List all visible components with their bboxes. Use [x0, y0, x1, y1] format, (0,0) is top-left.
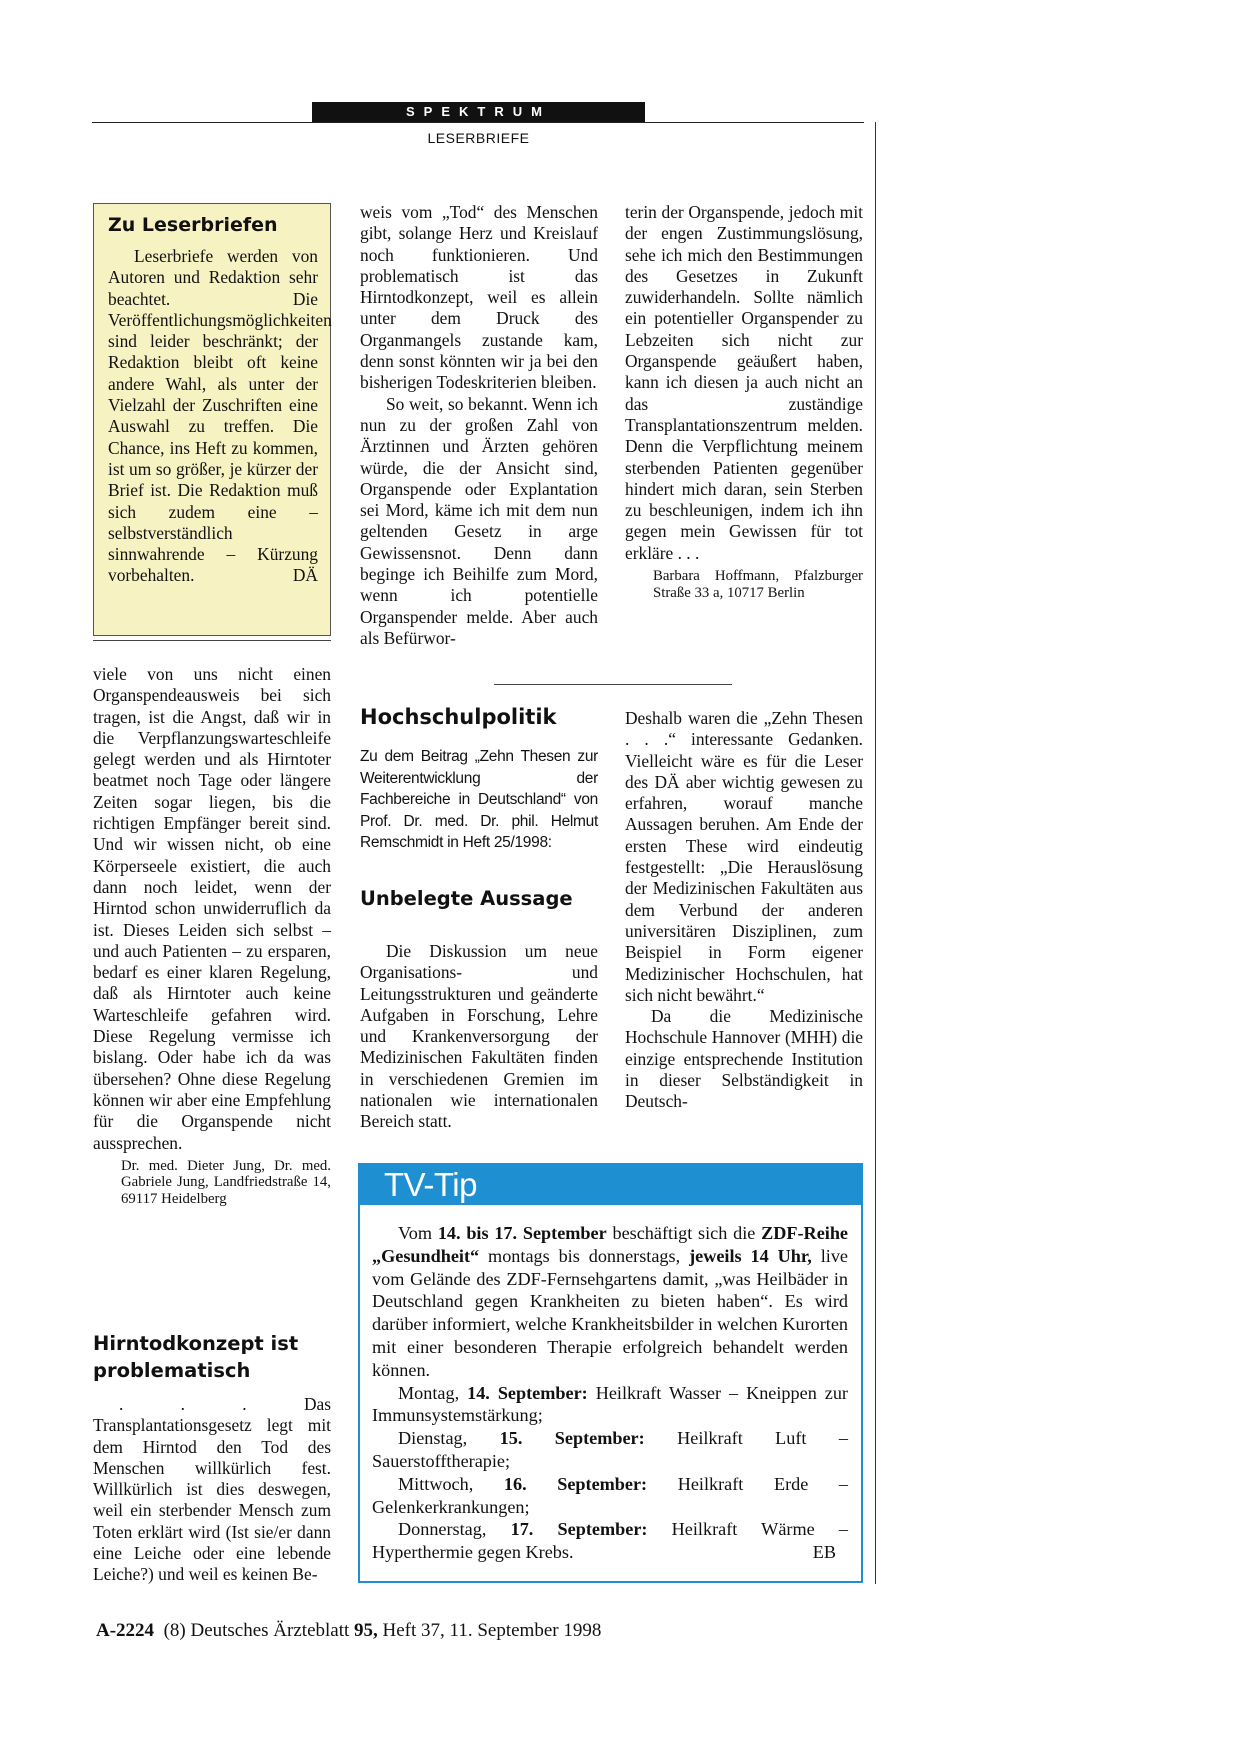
hochschul-body-cont: Deshalb waren die „Zehn Thesen . . .“ interessante Gedanken. Vielleicht wäre es für die Leser des DÄ aber wichtig gewesen zu erfahren, worauf manche Aussagen beruhen. Am Ende der ersten These wird eindeutig festgestellt: „Die Herauslösung der Medizinischen Fakultäten aus dem Verbund der anderen universitären Disziplinen, zum Beispiel in Form eigener Medizinischer Hochschulen, hat sich nicht bewährt.“	[625, 708, 863, 1005]
tv-tip-emphasis: ZDF-Reihe „Gesundheit“	[372, 1223, 849, 1266]
column-rule	[875, 122, 876, 1584]
schedule-date: 17. September:	[510, 1519, 648, 1540]
schedule-day: Montag,	[398, 1382, 468, 1403]
schedule-topic: Heilkraft Luft – Sauerstofftherapie;	[372, 1428, 848, 1471]
page-number: A-2224	[96, 1620, 155, 1641]
letter1-body: viele von uns nicht einen Organspendeausweis bei sich tragen, ist die Angst, daß wir in die Verpflanzungswarteschleife gelegt werden und als Hirntoter beatmet noch Tage oder längere Zeiten sogar liegen, bis die richtigen Empfänger bereit sind. Und wir wissen nicht, ob eine Körperseele existiert, die auch dann noch leidet, wenn der Hirntod schon unwiderruflich da ist. Dieses Leiden sich selbst – und auch Patienten – zu ersparen, bedarf es einer klaren Regelung, daß als Hirntoter auch keine Warteschleife gefahren wird. Diese Regelung vermisse ich bislang. Oder habe ich da was übersehen? Ohne diese Regelung können wir aber eine Empfehlung für die Organspende nicht aussprechen.	[93, 664, 331, 1153]
letter2-body-cont: weis vom „Tod“ des Menschen gibt, solange Herz und Kreislauf noch funktionieren. Und problematisch ist das Hirntodkonzept, weil es allein unter dem Druck des Organmangels zustande kam, denn sonst könnten wir ja bei den bisherigen Todeskriterien bleiben.	[360, 202, 598, 393]
issue-info: Heft 37, 11. September 1998	[382, 1620, 602, 1641]
header-rule	[92, 122, 864, 123]
page-paren: (8)	[163, 1620, 186, 1641]
hochschul-column2	[360, 941, 598, 1133]
letter2-heading: Hirntodkonzept ist problematisch	[93, 1332, 299, 1382]
info-box-signature: DÄ	[292, 565, 318, 586]
tv-tip-text: live vom Gelände des ZDF-Fernsehgartens damit, „was Heilbäder in Deutschland gegen Krankheiten zu bieten haben“. Es wird darüber informiert, welche Krankheitsbilder in welchen Kurorten mit einer besonderen Therapie erfolgreich behandelt werden können.	[372, 1245, 848, 1380]
hochschul-block	[360, 704, 598, 912]
letter2-column1	[93, 1394, 331, 1586]
hochschul-lead: Zu dem Beitrag „Zehn Thesen zur Weiterentwicklung der Fachbereiche in Deutschland“ von Prof. Dr. med. Dr. phil. Helmut Remschmidt in Heft 25/1998:	[360, 748, 598, 851]
letter2-signature: Barbara Hoffmann, Pfalzburger Straße 33 a, 10717 Berlin	[653, 568, 863, 601]
schedule-date: 16. September:	[503, 1473, 648, 1494]
hochschul-heading: Hochschulpolitik	[360, 705, 557, 729]
schedule-day: Dienstag,	[398, 1428, 500, 1449]
tv-tip-schedule-item	[372, 1473, 848, 1519]
tv-tip-schedule-item	[372, 1382, 848, 1428]
tv-tip-text: Vom	[398, 1223, 438, 1243]
tv-tip-text: montags bis donnerstags,	[479, 1245, 690, 1266]
info-box-body	[108, 246, 332, 587]
hochschul-body-para2: Da die Medizinische Hochschule Hannover (MHH) die einzige entsprechende Institution in dieser Selbständigkeit in Deutsch-	[625, 1006, 863, 1112]
schedule-day: Mittwoch,	[398, 1473, 504, 1494]
subsection-label: LESERBRIEFE	[427, 130, 530, 146]
letter2-body-start: . . . Das Transplantationsgesetz legt mit dem Hirntod den Tod des Menschen willkürlich fest. Willkürlich ist dies deswegen, weil ein sterbender Mensch zum Toten erklärt wird (Ist sie/er dann eine Leiche oder eine lebende Leiche?) und weil es keinen Be-	[93, 1394, 331, 1585]
divider	[93, 640, 331, 641]
letter2-column2	[360, 202, 598, 649]
tv-tip-emphasis: jeweils 14 Uhr,	[689, 1245, 812, 1266]
tv-tip-intro	[372, 1222, 848, 1382]
tv-tip-text: beschäftigt sich die	[606, 1223, 762, 1243]
journal-name: Deutsches Ärzteblatt	[190, 1620, 350, 1641]
letter1-column	[93, 664, 331, 1207]
schedule-date: 14. September:	[467, 1382, 588, 1403]
volume: 95,	[354, 1620, 378, 1641]
hochschul-body-start: Die Diskussion um neue Organisations- und Leitungsstrukturen und geänderte Aufgaben in Forschung, Lehre und Krankenversorgung der Medizinischen Fakultäten finden in verschiedenen Gremien im nationalen wie internationalen Bereich statt.	[360, 941, 598, 1132]
schedule-topic: Heilkraft Wasser – Kneippen zur Immunsystemstärkung;	[372, 1382, 848, 1426]
hochschul-subheading: Unbelegte Aussage	[360, 886, 573, 910]
tv-tip-title: TV-Tip	[384, 1166, 477, 1203]
page-footer	[96, 1620, 601, 1642]
tv-tip-signature: EB	[812, 1542, 836, 1563]
letter2-body-end: terin der Organspende, jedoch mit der engen Zustimmungslösung, sehe ich mich den Bestimmungen des Gesetzes in Zukunft zuwiderhandeln. Sollte nämlich ein potentieller Organspender zu Lebzeiten sich nicht zur Organspende geäußert haben, kann ich diesen ja auch nicht an das zuständige Transplantationszentrum melden. Denn die Verpflichtung meinem sterbenden Patienten gegenüber hindert mich daran, sein Sterben zu beschleunigen, indem ich ihn gegen mein Gewissen für tot erkläre . . .	[625, 202, 863, 563]
tv-tip-body	[372, 1222, 848, 1564]
letter2-column3	[625, 202, 863, 601]
tv-tip-schedule-item	[372, 1427, 848, 1473]
letter2-heading-block	[93, 1330, 331, 1384]
letter2-body-para2: So weit, so bekannt. Wenn ich nun zu der großen Zahl von Ärztinnen und Ärzten gehören würde, die der Ansicht sind, Organspende oder Explantation sei Mord, käme ich mit dem nun geltenden Gesetz in arge Gewissensnot. Denn dann beginge ich Beihilfe zum Mord, wenn ich potentielle Organspender melde. Aber auch als Befürwor-	[360, 393, 598, 648]
divider	[494, 684, 732, 685]
info-box-title: Zu Leserbriefen	[108, 214, 278, 236]
schedule-topic: Heilkraft Erde – Gelenkerkrankungen;	[372, 1473, 848, 1517]
tv-tip-schedule-item	[372, 1518, 848, 1564]
section-label: SPEKTRUM	[312, 102, 645, 122]
info-box	[93, 203, 331, 636]
schedule-date: 15. September:	[499, 1428, 645, 1449]
schedule-topic: Heilkraft Wärme – Hyperthermie gegen Krebs.	[372, 1519, 848, 1563]
schedule-day: Donnerstag,	[398, 1519, 511, 1540]
info-box-text: Leserbriefe werden von Autoren und Redaktion sehr beachtet. Die Veröffentlichungsmöglichkeiten sind leider beschränkt; der Redaktion bleibt oft keine andere Wahl, als unter der Vielzahl der Zuschriften eine Auswahl zu treffen. Die Chance, ins Heft zu kommen, ist um so größer, je kürzer der Brief ist. Die Redaktion muß sich zudem eine – selbstverständlich sinnwahrende – Kürzung vorbehalten.	[108, 246, 332, 586]
letter1-signature: Dr. med. Dieter Jung, Dr. med. Gabriele Jung, Landfriedstraße 14, 69117 Heidelberg	[121, 1157, 331, 1207]
hochschul-column3	[625, 708, 863, 1113]
tv-tip-emphasis: 14. bis 17. September	[437, 1223, 607, 1243]
